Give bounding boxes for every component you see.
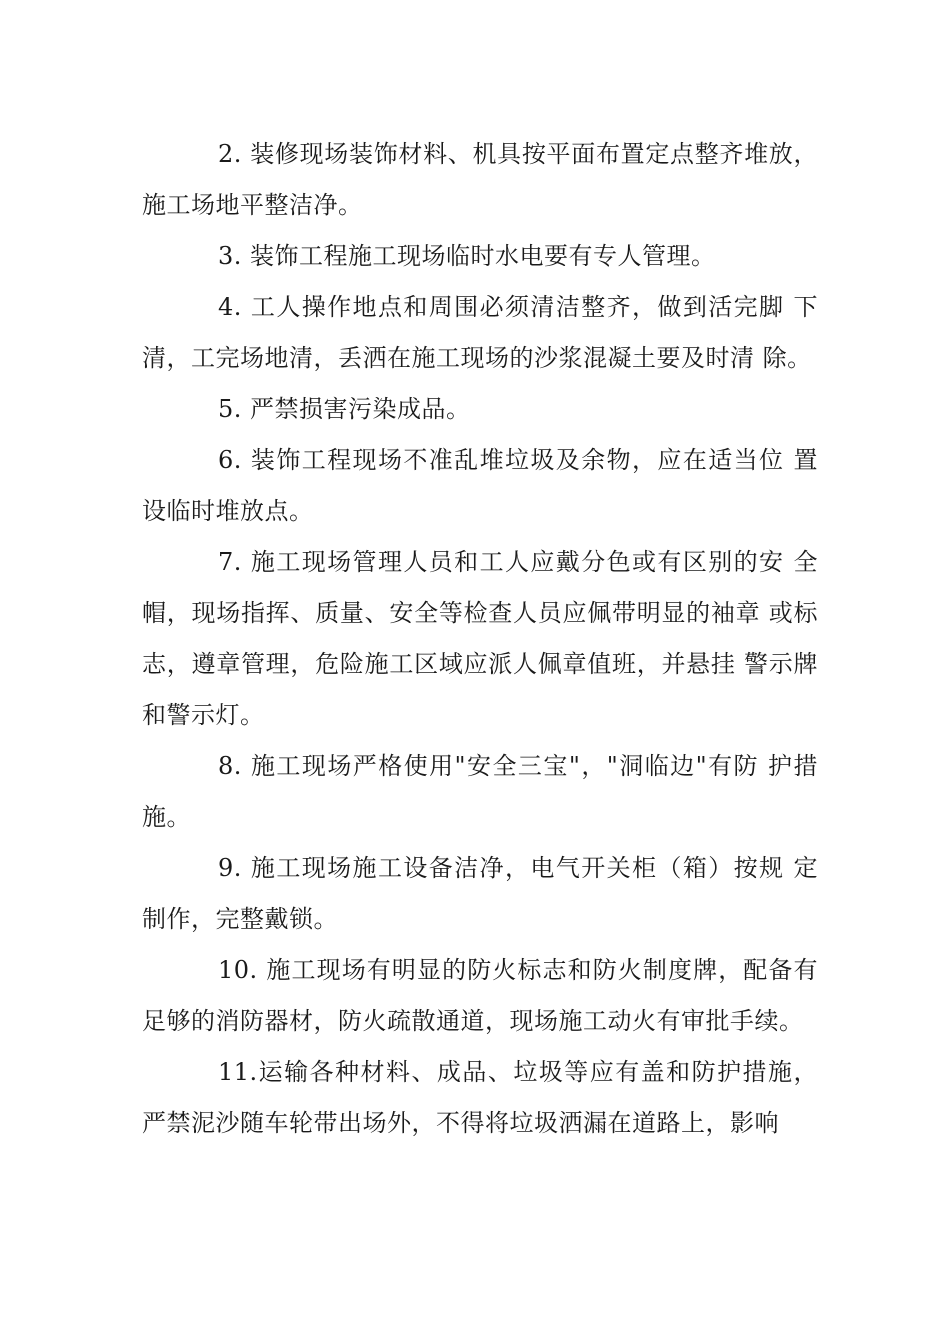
document-body [142, 129, 818, 1149]
paragraph-item-8: 8. 施工现场严格使用"安全三宝"，"洞临边"有防 护措施。 [142, 752, 818, 831]
paragraph-item-11: 11.运输各种材料、成品、垃圾等应有盖和防护措施，严禁泥沙随车轮带出场外，不得将垃圾洒漏在道路上，影响 [142, 1058, 818, 1137]
paragraph-item-6: 6. 装饰工程现场不准乱堆垃圾及余物，应在适当位 置设临时堆放点。 [142, 446, 818, 525]
paragraph-item-9: 9. 施工现场施工设备洁净，电气开关柜（箱）按规 定制作，完整戴锁。 [142, 854, 818, 933]
paragraph-item-3: 3. 装饰工程施工现场临时水电要有专人管理。 [218, 242, 716, 270]
paragraph-item-4: 4. 工人操作地点和周围必须清洁整齐，做到活完脚 下清，工完场地清，丢洒在施工现场的沙浆混凝土要及时清 除。 [142, 293, 818, 372]
paragraph-item-5: 5. 严禁损害污染成品。 [218, 395, 471, 423]
paragraph-item-10: 10. 施工现场有明显的防火标志和防火制度牌，配备有足够的消防器材，防火疏散通道，现场施工动火有审批手续。 [142, 956, 818, 1035]
paragraph-item-7: 7. 施工现场管理人员和工人应戴分色或有区别的安 全帽，现场指挥、质量、安全等检查人员应佩带明显的袖章 或标志，遵章管理，危险施工区域应派人佩章值班，并悬挂 警示牌和警示灯。 [142, 548, 818, 729]
paragraph-item-2: 2. 装修现场装饰材料、机具按平面布置定点整齐堆放，施工场地平整洁净。 [142, 140, 818, 219]
